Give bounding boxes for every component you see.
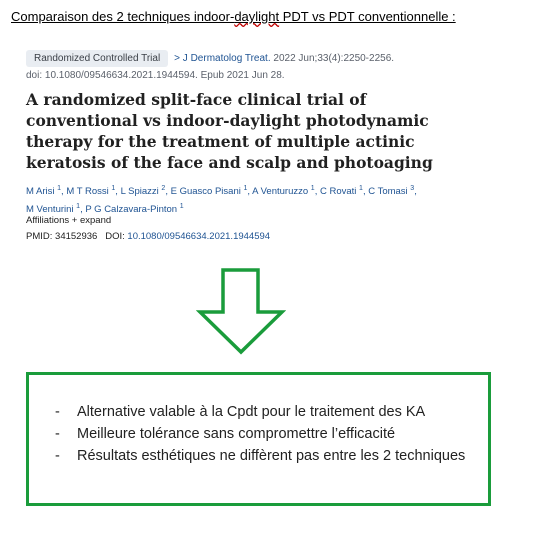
author-affiliation-number[interactable]: 1 — [76, 203, 81, 211]
author-affiliation-number[interactable]: 1 — [310, 185, 315, 192]
author-affiliation-number[interactable]: 1 — [243, 185, 248, 192]
summary-box — [26, 372, 491, 506]
doi-label: DOI: — [105, 231, 125, 242]
article-title: A randomized split-face clinical trial of conventional vs indoor-daylight photodynamic therapy for the treatment of multiple actinic keratosis of the face and scalp and photoaging — [26, 90, 433, 172]
summary-list — [55, 401, 475, 467]
affiliations-label: Affiliations — [26, 215, 70, 226]
author-link[interactable]: L Spiazzi — [120, 186, 159, 198]
heading-part-1: Comparaison des 2 techniques indoor- — [11, 9, 235, 24]
summary-item-text: Alternative valable à la Cpdt pour le traitement des KA — [77, 404, 426, 420]
bullet-marker: - — [55, 404, 60, 420]
down-arrow-icon — [196, 268, 286, 356]
author-link[interactable]: A Venturuzzo — [252, 186, 309, 198]
summary-item — [55, 423, 475, 445]
author-link[interactable]: C Tomasi — [368, 186, 408, 198]
summary-item — [55, 445, 475, 467]
citation-detail: 2022 Jun;33(4):2250-2256. — [273, 53, 395, 64]
summary-item — [55, 401, 475, 423]
doi-link[interactable]: 10.1080/09546634.2021.1944594 — [127, 231, 271, 242]
citation-row — [26, 50, 394, 67]
authors-list: M Arisi $^1$, M T Rossi $^1$, L Spiazzi $^2$, E Guasco Pisani $^1$, A Venturuzzo $^1$, C Rovati $^1$, C Tomasi $^3$, M Venturini $^1$, P G Calzavara-Pinton $^1$ — [26, 185, 417, 216]
author-affiliation-number[interactable]: 2 — [161, 185, 166, 192]
author-affiliation-number[interactable]: 1 — [57, 185, 62, 192]
page-heading — [11, 9, 456, 24]
article-type-badge: Randomized Controlled Trial — [26, 50, 168, 67]
author-affiliation-number[interactable]: 1 — [111, 185, 116, 192]
journal-link[interactable]: J Dermatolog Treat. — [182, 53, 271, 64]
heading-part-3: PDT vs PDT conventionnelle : — [279, 9, 456, 24]
author-affiliation-number[interactable]: 3 — [410, 185, 415, 192]
expand-affiliations-button[interactable]: + expand — [71, 215, 112, 226]
author-link[interactable]: M Venturini — [26, 204, 74, 216]
author-affiliation-number[interactable]: 1 — [359, 185, 363, 192]
author-link[interactable]: P G Calzavara-Pinton — [85, 204, 178, 216]
affiliations-row — [26, 215, 111, 226]
pmid-value: 34152936 — [55, 231, 98, 242]
bullet-marker: - — [55, 448, 60, 464]
bullet-marker: - — [55, 426, 60, 442]
author-link[interactable]: E Guasco Pisani — [170, 186, 241, 198]
author-affiliation-number[interactable]: 1 — [179, 203, 184, 211]
summary-item-text: Résultats esthétiques ne diffèrent pas entre les 2 techniques — [77, 448, 466, 464]
author-link[interactable]: C Rovati — [319, 186, 357, 198]
identifiers-row — [26, 231, 270, 242]
doi-line: doi: 10.1080/09546634.2021.1944594. Epub 2021 Jun 28. — [26, 70, 285, 81]
author-link[interactable]: M T Rossi — [66, 186, 109, 198]
chevron-right-icon: > — [174, 53, 181, 64]
author-link[interactable]: M Arisi — [26, 186, 55, 198]
heading-part-2: daylight — [234, 9, 280, 24]
pmid-label: PMID: — [26, 231, 53, 242]
summary-item-text: Meilleure tolérance sans compromettre l’efficacité — [77, 426, 396, 442]
